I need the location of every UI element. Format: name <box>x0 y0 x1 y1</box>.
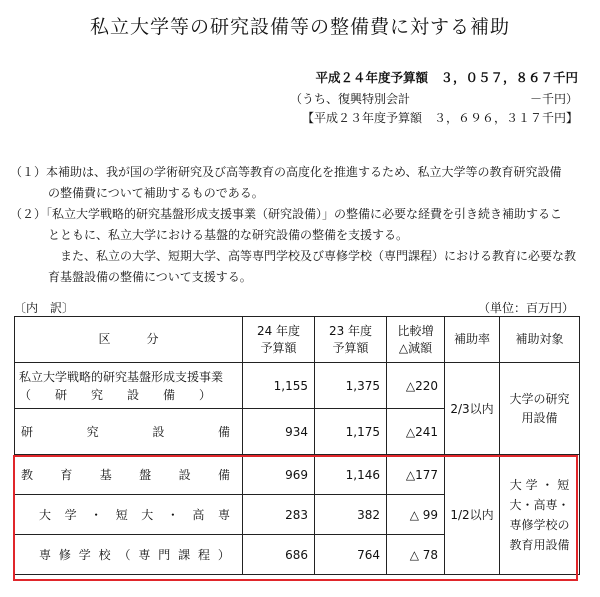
row-fy24: 283 <box>243 495 315 535</box>
row-fy24: 934 <box>243 409 315 455</box>
row-fy24: 969 <box>243 455 315 495</box>
row-name: 私立大学戦略的研究基盤形成支援事業 （ 研 究 設 備 ） <box>15 363 243 409</box>
rate-cell: 2/3以内 <box>445 363 500 455</box>
paragraph-1-line-1: （１）本補助は、我が国の学術研究及び高等教育の高度化を推進するため、私立大学等の教育研究設備 <box>10 165 562 179</box>
paragraph-2-line-3: また、私立の大学、短期大学、高等専門学校及び専修学校（専門課程）における教育に必要な教 <box>60 249 577 263</box>
paragraph-1-line-2: の整備費について補助するものである。 <box>48 186 264 200</box>
row-name: 大 学 ・ 短 大 ・ 高 専 <box>15 495 243 535</box>
row-fy23: 1,175 <box>315 409 387 455</box>
table-row <box>15 363 580 409</box>
budget-fy23: 【平成２３年度予算額 ３，６９６，３１７千円】 <box>301 111 578 125</box>
rate-cell: 1/2以内 <box>445 455 500 575</box>
header-fy23: 23 年度 予算額 <box>315 317 387 363</box>
row-diff: △177 <box>387 455 445 495</box>
row-fy23: 1,146 <box>315 455 387 495</box>
table-row <box>15 455 580 495</box>
row-name: 研 究 設 備 <box>15 409 243 455</box>
paragraph-2-line-1: （２）「私立大学戦略的研究基盤形成支援事業（研究設備）」の整備に必要な経費を引き続き補助するこ <box>10 207 563 221</box>
budget-fy24: 平成２４年度予算額 ３，０５７，８６７千円 <box>315 70 578 85</box>
row-fy24: 686 <box>243 535 315 575</box>
row-diff: △ 78 <box>387 535 445 575</box>
header-target: 補助対象 <box>500 317 580 363</box>
row-fy23: 1,375 <box>315 363 387 409</box>
unit-label: （単位：百万円） <box>477 301 574 315</box>
row-fy23: 764 <box>315 535 387 575</box>
budget-table <box>14 316 580 575</box>
paragraph-1 <box>10 162 580 204</box>
header-fy24: 24 年度 予算額 <box>243 317 315 363</box>
header-category: 区 分 <box>15 317 243 363</box>
budget-reconstruction: （うち、復興特別会計 －千円） <box>289 92 578 106</box>
target-cell: 大学の研究 用設備 <box>500 363 580 455</box>
row-name: 教 育 基 盤 設 備 <box>15 455 243 495</box>
row-diff: △220 <box>387 363 445 409</box>
paragraph-2 <box>10 204 580 288</box>
target-cell: 大 学 ・ 短 大・高専・ 専修学校の 教育用設備 <box>500 455 580 575</box>
row-fy24: 1,155 <box>243 363 315 409</box>
row-diff: △ 99 <box>387 495 445 535</box>
page-title: 私立大学等の研究設備等の整備費に対する補助 <box>89 16 510 38</box>
paragraph-2-line-2: とともに、私立大学における基盤的な研究設備の整備を支援する。 <box>48 228 409 242</box>
row-fy23: 382 <box>315 495 387 535</box>
table-header-row <box>15 317 580 363</box>
row-name: 専 修 学 校 （ 専 門 課 程 ） <box>15 535 243 575</box>
breakdown-label: 〔内 訳〕 <box>14 301 75 315</box>
header-diff: 比較増 △減額 <box>387 317 445 363</box>
row-diff: △241 <box>387 409 445 455</box>
paragraph-2-line-4: 育基盤設備の整備について支援する。 <box>48 270 252 284</box>
header-rate: 補助率 <box>445 317 500 363</box>
